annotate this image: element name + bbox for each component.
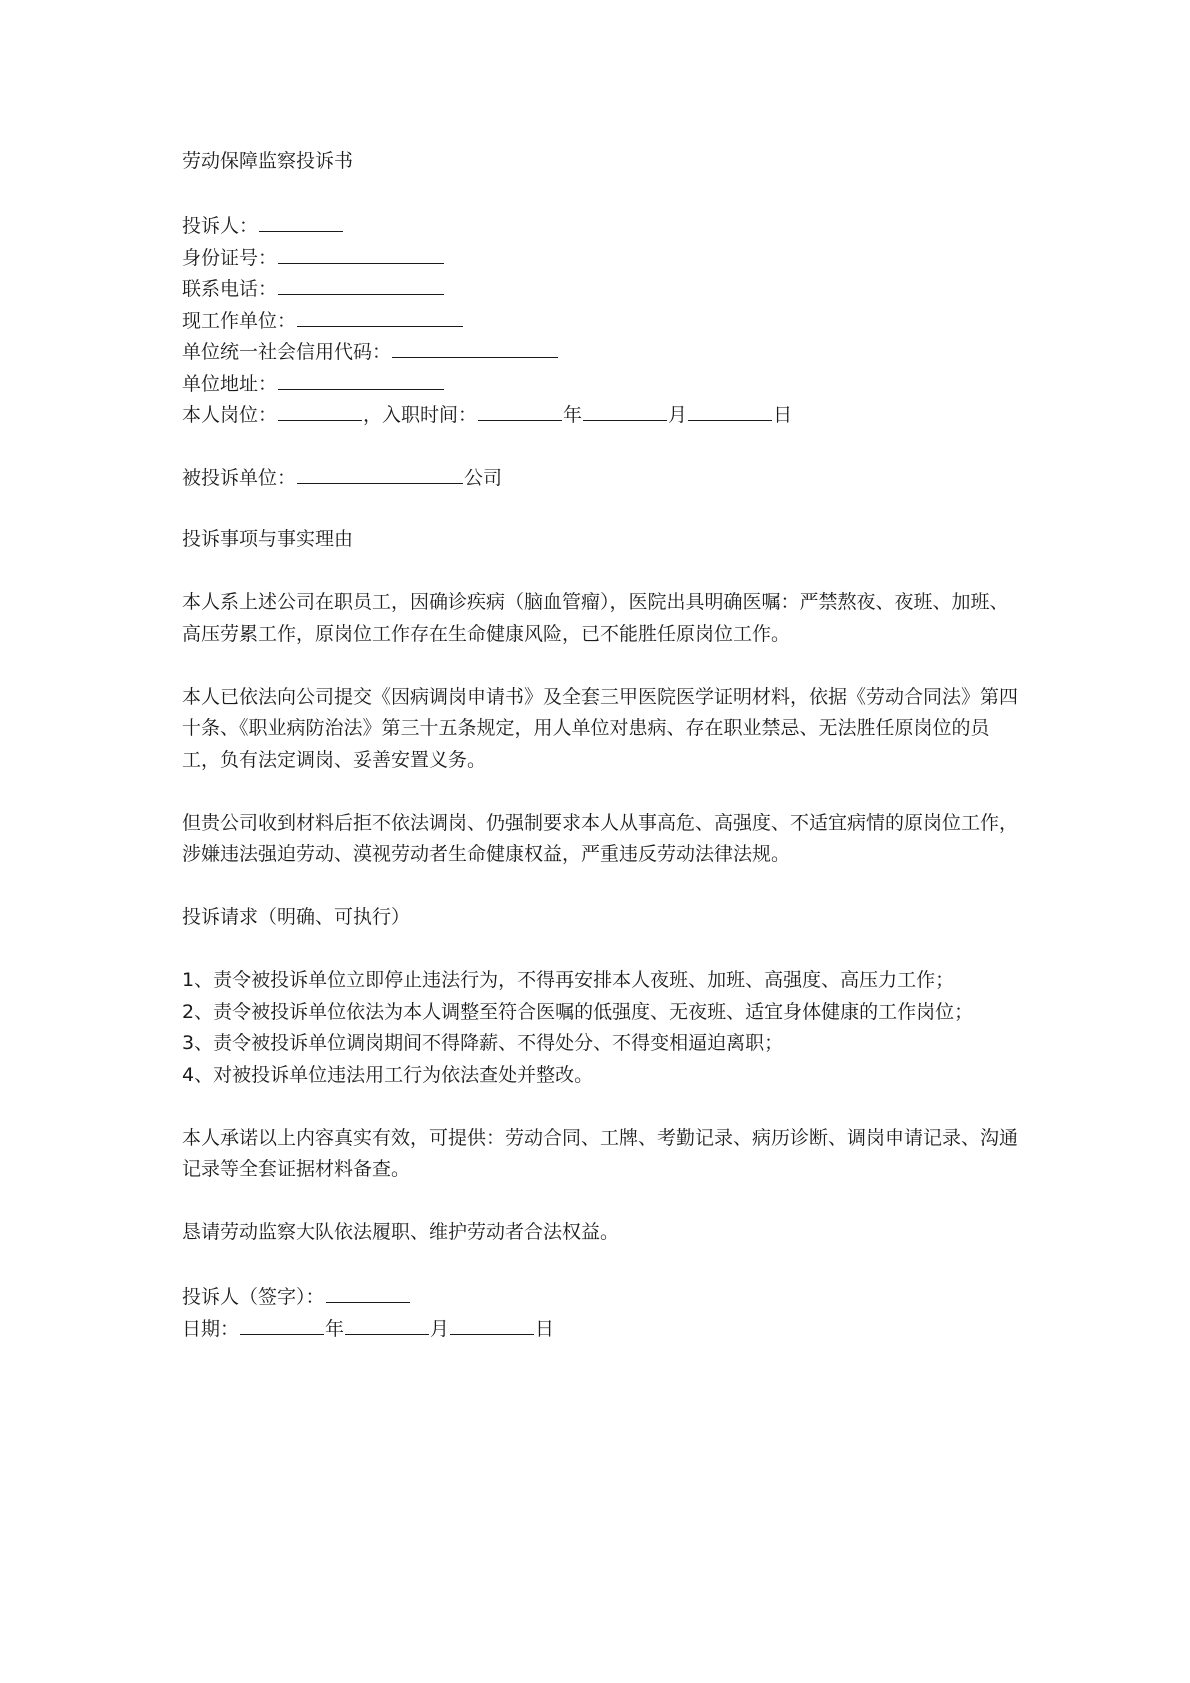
request-item: 3、责令被投诉单位调岗期间不得降薪、不得处分、不得变相逼迫离职； xyxy=(182,1032,784,1054)
entry-year-unit: 年 xyxy=(563,404,583,426)
address-row xyxy=(182,367,1022,399)
entry-day-blank xyxy=(688,398,772,421)
employer-label: 现工作单位： xyxy=(182,309,297,332)
entry-day-unit: 日 xyxy=(773,404,793,426)
employer-blank xyxy=(297,304,463,327)
spacer xyxy=(182,934,1022,966)
facts-paragraph: 本人已依法向公司提交《因病调岗申请书》及全套三甲医院医学证明材料，依据《劳动合同法》第四十条、《职业病防治法》第三十五条规定，用人单位对患病、存在职业禁忌、无法胜任原岗位的员工，负有法定调岗、妥善安置义务。 xyxy=(182,685,1019,771)
date-day-unit: 日 xyxy=(535,1317,555,1340)
entry-year-blank xyxy=(478,398,562,421)
position-blank xyxy=(278,398,362,421)
credit-code-blank xyxy=(392,335,558,358)
request-item: 4、对被投诉单位违法用工行为依法查处并整改。 xyxy=(182,1063,594,1086)
id-number-row xyxy=(182,241,1022,273)
spacer xyxy=(182,493,1022,525)
position-row xyxy=(182,398,1022,430)
facts-paragraph: 本人系上述公司在职员工，因确诊疾病（脑血管瘤），医院出具明确医嘱：严禁熬夜、夜班、加班、高压劳累工作，原岗位工作存在生命健康风险，已不能胜任原岗位工作。 xyxy=(182,591,1009,645)
signature-blank xyxy=(326,1280,410,1303)
document-title: 劳动保障监察投诉书 xyxy=(182,150,354,172)
date-label: 日期： xyxy=(182,1317,240,1340)
address-label: 单位地址： xyxy=(182,372,278,395)
phone-blank xyxy=(278,272,444,295)
respondent-suffix: 公司 xyxy=(464,467,503,489)
phone-row xyxy=(182,272,1022,304)
entry-month-blank xyxy=(583,398,667,421)
spacer xyxy=(182,1249,1022,1281)
request-item: 1、责令被投诉单位立即停止违法行为，不得再安排本人夜班、加班、高强度、高压力工作； xyxy=(182,969,955,991)
signature-row xyxy=(182,1280,1022,1312)
respondent-label: 被投诉单位： xyxy=(182,467,297,489)
position-label: 本人岗位： xyxy=(182,404,278,426)
date-row xyxy=(182,1312,1022,1344)
facts-paragraph: 但贵公司收到材料后拒不依法调岗、仍强制要求本人从事高危、高强度、不适宜病情的原岗位工作，涉嫌违法强迫劳动、漠视劳动者生命健康权益，严重违反劳动法律法规。 xyxy=(182,811,1019,865)
id-number-label: 身份证号： xyxy=(182,246,278,269)
spacer xyxy=(182,178,1022,210)
requests-heading: 投诉请求（明确、可执行） xyxy=(182,906,411,928)
respondent-blank xyxy=(297,461,463,484)
commitment-paragraph: 本人承诺以上内容真实有效，可提供：劳动合同、工牌、考勤记录、病历诊断、调岗申请记录、沟通记录等全套证据材料备查。 xyxy=(182,1126,1019,1180)
appeal-paragraph: 恳请劳动监察大队依法履职、维护劳动者合法权益。 xyxy=(182,1221,620,1243)
address-blank xyxy=(278,367,444,390)
date-year-blank xyxy=(240,1312,324,1335)
phone-label: 联系电话： xyxy=(182,278,278,300)
complainant-name-row xyxy=(182,209,1022,241)
id-number-blank xyxy=(278,241,444,264)
spacer xyxy=(182,556,1022,588)
date-month-blank xyxy=(345,1312,429,1335)
respondent-row xyxy=(182,461,1022,493)
signature-label: 投诉人（签字）： xyxy=(182,1286,325,1308)
complainant-name-blank xyxy=(259,209,343,232)
complaint-document xyxy=(182,146,1022,1343)
request-item: 2、责令被投诉单位依法为本人调整至符合医嘱的低强度、无夜班、适宜身体健康的工作岗位； xyxy=(182,1000,974,1023)
entry-month-unit: 月 xyxy=(668,404,688,426)
entry-date-label: ，入职时间： xyxy=(363,404,478,426)
employer-row xyxy=(182,304,1022,336)
spacer xyxy=(182,776,1022,808)
credit-code-row xyxy=(182,335,1022,367)
date-month-unit: 月 xyxy=(430,1317,450,1340)
date-year-unit: 年 xyxy=(325,1317,345,1340)
spacer xyxy=(182,650,1022,682)
spacer xyxy=(182,871,1022,903)
credit-code-label: 单位统一社会信用代码： xyxy=(182,341,392,363)
spacer xyxy=(182,1186,1022,1218)
spacer xyxy=(182,430,1022,462)
date-day-blank xyxy=(450,1312,534,1335)
complainant-name-label: 投诉人： xyxy=(182,215,259,237)
spacer xyxy=(182,1091,1022,1123)
facts-heading: 投诉事项与事实理由 xyxy=(182,528,354,550)
